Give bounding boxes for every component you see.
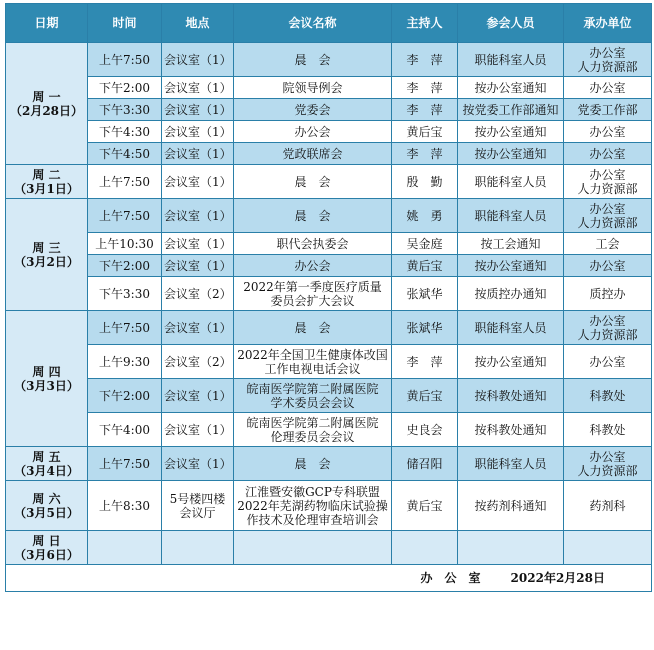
host-cell: 吴金庭: [392, 233, 458, 255]
cell-line: 皖南医学院第二附属医院: [246, 381, 379, 396]
header-attendees: 参会人员: [458, 4, 564, 43]
cell-line: （3月2日）: [14, 254, 79, 269]
cell-line: 办公室: [589, 449, 626, 464]
cell-line: 职代会执委会: [276, 236, 349, 251]
cell-line: 会议室（1）: [164, 124, 232, 139]
time-cell: 上午7:50: [88, 43, 162, 77]
cell-line: （3月3日）: [14, 378, 79, 393]
host-cell: 殷 勤: [392, 165, 458, 199]
header-host: 主持人: [392, 4, 458, 43]
cell-line: 周 一: [32, 89, 61, 104]
host-cell: 张斌华: [392, 311, 458, 345]
date-cell: [6, 531, 88, 565]
cell-line: 晨 会: [294, 320, 331, 335]
cell-line: 会议室（2）: [164, 354, 232, 369]
footer-date: 2022年2月28日: [510, 571, 605, 585]
cell-line: 周 日: [32, 533, 61, 548]
attendees-cell: 按办公室通知: [458, 77, 564, 99]
cell-line: 2022年第一季度医疗质量: [243, 279, 382, 294]
time-cell: 上午7:50: [88, 199, 162, 233]
host-cell: 储召阳: [392, 447, 458, 481]
cell-line: 办公会: [294, 258, 331, 273]
attendees-cell: 按办公室通知: [458, 345, 564, 379]
host-cell: 李 萍: [392, 143, 458, 165]
meeting-name-cell: [234, 379, 392, 413]
place-cell: [162, 481, 234, 531]
table-row: [6, 277, 652, 311]
cell-line: 办公室: [589, 167, 626, 182]
date-cell: [6, 165, 88, 199]
table-row: [6, 165, 652, 199]
table-row: [6, 255, 652, 277]
meeting-name-cell: [234, 233, 392, 255]
cell-line: 会议室（1）: [164, 80, 232, 95]
cell-line: 晨 会: [294, 52, 331, 67]
footer-signature: [421, 571, 605, 585]
organizer-cell: [564, 447, 652, 481]
cell-line: 会议室（1）: [164, 258, 232, 273]
cell-line: 皖南医学院第二附属医院: [246, 415, 379, 430]
cell-line: 晨 会: [294, 174, 331, 189]
place-cell: [162, 99, 234, 121]
cell-line: 会议室（1）: [164, 320, 232, 335]
cell-line: 周 二: [32, 167, 61, 182]
date-cell: [6, 481, 88, 531]
organizer-cell: [564, 277, 652, 311]
cell-line: 会议室（1）: [164, 456, 232, 471]
time-cell: 下午3:30: [88, 99, 162, 121]
cell-line: 2022年芜湖药物临床试验操: [237, 498, 388, 513]
empty-cell: [162, 531, 234, 565]
empty-cell: [392, 531, 458, 565]
cell-line: 办公室: [589, 313, 626, 328]
host-cell: 黄后宝: [392, 481, 458, 531]
empty-cell: [234, 531, 392, 565]
table-row: [6, 531, 652, 565]
meeting-name-cell: [234, 165, 392, 199]
attendees-cell: 按质控办通知: [458, 277, 564, 311]
cell-line: 周 四: [32, 364, 61, 379]
cell-line: （3月5日）: [14, 505, 79, 520]
meeting-name-cell: [234, 277, 392, 311]
cell-line: （2月28日）: [9, 103, 84, 118]
attendees-cell: 按办公室通知: [458, 255, 564, 277]
attendees-cell: 按办公室通知: [458, 121, 564, 143]
table-row: [6, 379, 652, 413]
time-cell: 上午9:30: [88, 345, 162, 379]
time-cell: 上午7:50: [88, 311, 162, 345]
cell-line: 人力资源部: [577, 327, 638, 342]
cell-line: 人力资源部: [577, 215, 638, 230]
organizer-cell: [564, 121, 652, 143]
cell-line: 党委工作部: [577, 102, 638, 117]
table-row: [6, 121, 652, 143]
cell-line: 作技术及伦理审查培训会: [246, 512, 379, 527]
time-cell: 下午2:00: [88, 77, 162, 99]
header-row: [6, 4, 652, 43]
header-date: 日期: [6, 4, 88, 43]
meeting-name-cell: [234, 255, 392, 277]
table-row: [6, 77, 652, 99]
host-cell: 张斌华: [392, 277, 458, 311]
organizer-cell: [564, 255, 652, 277]
organizer-cell: [564, 99, 652, 121]
cell-line: 办公会: [294, 124, 331, 139]
attendees-cell: 职能科室人员: [458, 199, 564, 233]
header-meeting-name: 会议名称: [234, 4, 392, 43]
time-cell: 上午7:50: [88, 447, 162, 481]
footer-cell: [6, 565, 652, 592]
empty-cell: [458, 531, 564, 565]
cell-line: 会议室（1）: [164, 174, 232, 189]
cell-line: （3月6日）: [14, 547, 79, 562]
cell-line: 会议室（1）: [164, 102, 232, 117]
cell-line: 人力资源部: [577, 463, 638, 478]
place-cell: [162, 413, 234, 447]
place-cell: [162, 255, 234, 277]
cell-line: 人力资源部: [577, 181, 638, 196]
cell-line: 院领导例会: [282, 80, 343, 95]
meeting-name-cell: [234, 413, 392, 447]
cell-line: 办公室: [589, 124, 626, 139]
time-cell: 下午2:00: [88, 379, 162, 413]
time-cell: 上午7:50: [88, 165, 162, 199]
place-cell: [162, 311, 234, 345]
organizer-cell: [564, 143, 652, 165]
cell-line: 科教处: [589, 422, 626, 437]
cell-line: 会议室（1）: [164, 52, 232, 67]
cell-line: 科教处: [589, 388, 626, 403]
schedule-body: [6, 43, 652, 592]
cell-line: 委员会扩大会议: [270, 293, 355, 308]
cell-line: 工会: [595, 236, 620, 251]
table-row: [6, 311, 652, 345]
table-row: [6, 345, 652, 379]
cell-line: 办公室: [589, 146, 626, 161]
host-cell: 姚 勇: [392, 199, 458, 233]
place-cell: [162, 447, 234, 481]
date-cell: [6, 311, 88, 447]
host-cell: 李 萍: [392, 77, 458, 99]
time-cell: 下午2:00: [88, 255, 162, 277]
table-row: [6, 199, 652, 233]
place-cell: [162, 277, 234, 311]
time-cell: 上午10:30: [88, 233, 162, 255]
table-row: [6, 413, 652, 447]
attendees-cell: 职能科室人员: [458, 165, 564, 199]
cell-line: 质控办: [589, 286, 626, 301]
date-cell: [6, 43, 88, 165]
organizer-cell: [564, 165, 652, 199]
footer-row: [6, 565, 652, 592]
cell-line: 药剂科: [589, 498, 626, 513]
attendees-cell: 按办公室通知: [458, 143, 564, 165]
table-row: [6, 43, 652, 77]
time-cell: 下午4:30: [88, 121, 162, 143]
meeting-name-cell: [234, 199, 392, 233]
attendees-cell: 按党委工作部通知: [458, 99, 564, 121]
cell-line: 会议室（1）: [164, 208, 232, 223]
empty-cell: [88, 531, 162, 565]
meeting-name-cell: [234, 447, 392, 481]
time-cell: 下午3:30: [88, 277, 162, 311]
table-row: [6, 481, 652, 531]
attendees-cell: 职能科室人员: [458, 311, 564, 345]
table-row: [6, 143, 652, 165]
organizer-cell: [564, 43, 652, 77]
place-cell: [162, 199, 234, 233]
attendees-cell: 按科教处通知: [458, 413, 564, 447]
cell-line: 党政联席会: [282, 146, 343, 161]
cell-line: 晨 会: [294, 208, 331, 223]
cell-line: 会议厅: [179, 505, 216, 520]
cell-line: 会议室（1）: [164, 236, 232, 251]
organizer-cell: [564, 413, 652, 447]
table-row: [6, 233, 652, 255]
cell-line: 2022年全国卫生健康体改国: [237, 347, 388, 362]
cell-line: 会议室（2）: [164, 286, 232, 301]
place-cell: [162, 143, 234, 165]
schedule-container: [5, 3, 651, 648]
cell-line: 办公室: [589, 45, 626, 60]
cell-line: 会议室（1）: [164, 146, 232, 161]
cell-line: 会议室（1）: [164, 422, 232, 437]
host-cell: 李 萍: [392, 43, 458, 77]
header-organizer: 承办单位: [564, 4, 652, 43]
cell-line: （3月1日）: [14, 181, 79, 196]
place-cell: [162, 379, 234, 413]
organizer-cell: [564, 233, 652, 255]
meeting-name-cell: [234, 77, 392, 99]
host-cell: 李 萍: [392, 345, 458, 379]
meeting-name-cell: [234, 121, 392, 143]
meeting-name-cell: [234, 43, 392, 77]
meeting-name-cell: [234, 311, 392, 345]
meeting-name-cell: [234, 143, 392, 165]
cell-line: 周 五: [32, 449, 61, 464]
table-row: [6, 99, 652, 121]
time-cell: 上午8:30: [88, 481, 162, 531]
time-cell: 下午4:00: [88, 413, 162, 447]
attendees-cell: 按药剂科通知: [458, 481, 564, 531]
meeting-schedule-table: [5, 3, 652, 592]
host-cell: 李 萍: [392, 99, 458, 121]
cell-line: 江淮暨安徽GCP专科联盟: [245, 484, 380, 499]
host-cell: 黄后宝: [392, 379, 458, 413]
place-cell: [162, 43, 234, 77]
table-row: [6, 447, 652, 481]
cell-line: 党委会: [294, 102, 331, 117]
attendees-cell: 职能科室人员: [458, 43, 564, 77]
organizer-cell: [564, 77, 652, 99]
organizer-cell: [564, 311, 652, 345]
cell-line: 学术委员会会议: [270, 395, 355, 410]
header-place: 地点: [162, 4, 234, 43]
cell-line: 人力资源部: [577, 59, 638, 74]
place-cell: [162, 165, 234, 199]
cell-line: （3月4日）: [14, 463, 79, 478]
empty-cell: [564, 531, 652, 565]
cell-line: 晨 会: [294, 456, 331, 471]
organizer-cell: [564, 345, 652, 379]
place-cell: [162, 345, 234, 379]
date-cell: [6, 199, 88, 311]
cell-line: 周 六: [32, 491, 61, 506]
cell-line: 办公室: [589, 354, 626, 369]
organizer-cell: [564, 379, 652, 413]
cell-line: 办公室: [589, 80, 626, 95]
attendees-cell: 按工会通知: [458, 233, 564, 255]
organizer-cell: [564, 481, 652, 531]
attendees-cell: 按科教处通知: [458, 379, 564, 413]
cell-line: 5号楼四楼: [169, 491, 226, 506]
footer-office: 办 公 室: [420, 571, 481, 585]
host-cell: 黄后宝: [392, 121, 458, 143]
host-cell: 史良会: [392, 413, 458, 447]
cell-line: 办公室: [589, 258, 626, 273]
meeting-name-cell: [234, 481, 392, 531]
place-cell: [162, 77, 234, 99]
host-cell: 黄后宝: [392, 255, 458, 277]
place-cell: [162, 121, 234, 143]
attendees-cell: 职能科室人员: [458, 447, 564, 481]
header-time: 时间: [88, 4, 162, 43]
cell-line: 周 三: [32, 240, 61, 255]
meeting-name-cell: [234, 345, 392, 379]
meeting-name-cell: [234, 99, 392, 121]
place-cell: [162, 233, 234, 255]
cell-line: 伦理委员会会议: [270, 429, 355, 444]
cell-line: 会议室（1）: [164, 388, 232, 403]
time-cell: 下午4:50: [88, 143, 162, 165]
organizer-cell: [564, 199, 652, 233]
date-cell: [6, 447, 88, 481]
cell-line: 办公室: [589, 201, 626, 216]
cell-line: 工作电视电话会议: [264, 361, 361, 376]
